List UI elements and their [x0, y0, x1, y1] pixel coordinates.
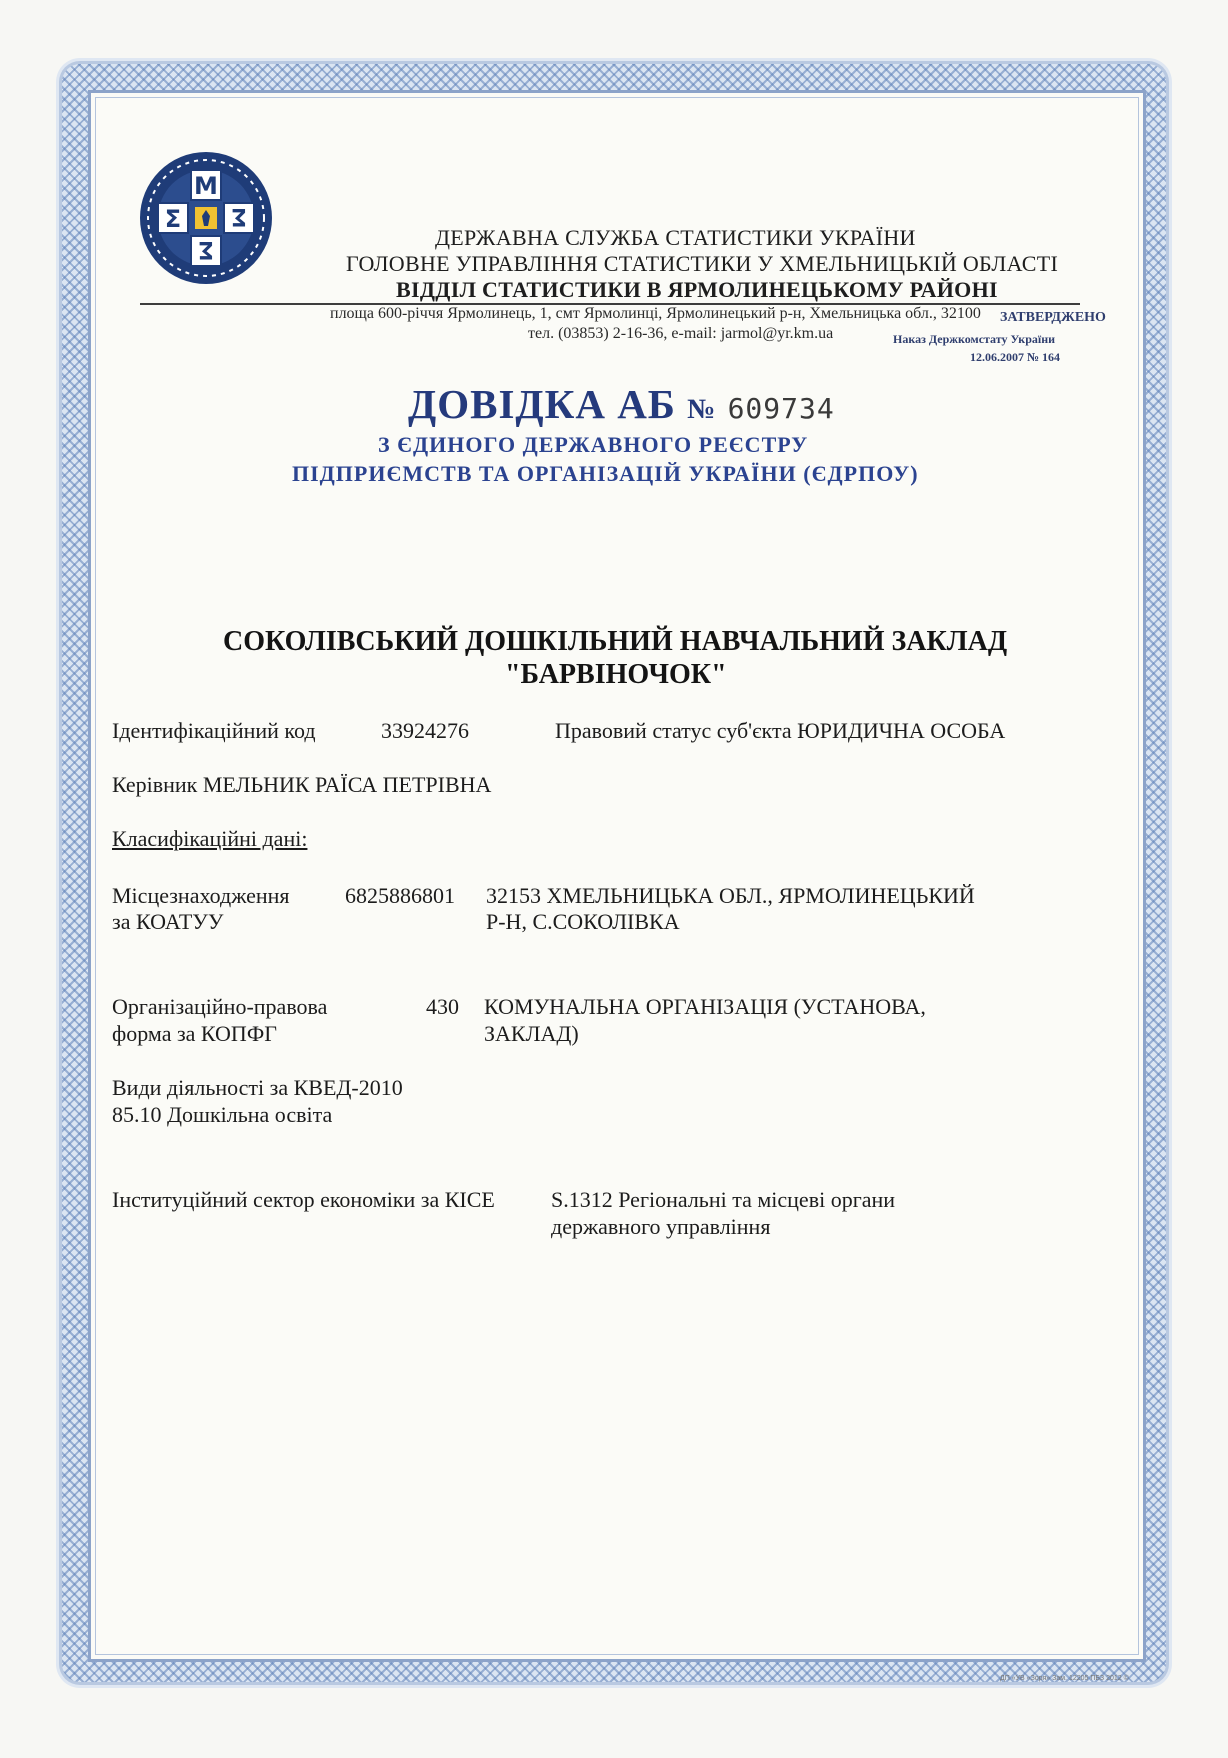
location-code: 6825886801: [345, 883, 455, 908]
id-code-value: 33924276: [381, 718, 469, 743]
id-code-label: Ідентифікаційний код: [112, 718, 316, 743]
approval-order: Наказ Держкомстату України: [893, 332, 1056, 346]
activity-label: Види діяльності за КВЕД-2010: [112, 1075, 403, 1100]
statistics-emblem-icon: [138, 150, 274, 286]
certificate-subtitle-2: ПІДПРИЄМСТВ ТА ОРГАНІЗАЦІЙ УКРАЇНИ (ЄДРПОУ): [292, 461, 919, 486]
location-label-line1: Місцезнаходження: [112, 883, 290, 908]
classification-heading: Класифікаційні дані:: [112, 826, 308, 851]
emblem-letter-bottom: Σ: [197, 236, 215, 264]
legal-form-value-line1: КОМУНАЛЬНА ОРГАНІЗАЦІЯ (УСТАНОВА,: [484, 994, 926, 1019]
location-value-line2: Р-Н, С.СОКОЛІВКА: [486, 909, 680, 934]
certificate-title: [408, 380, 835, 428]
emblem-letter-top: М: [194, 172, 218, 200]
location-label-line2: за КОАТУУ: [112, 909, 224, 934]
certificate-number: 609734: [727, 392, 835, 425]
sector-label: Інституційний сектор економіки за КІСЕ: [112, 1187, 495, 1212]
legal-status: [555, 718, 1005, 744]
legal-form-code: 430: [426, 994, 459, 1019]
print-mark: ДП «УВ «Зоря» Зам. 12205 ПБЗ 2012 ©: [1000, 1675, 1129, 1682]
legal-status-value: ЮРИДИЧНА ОСОБА: [797, 718, 1006, 743]
sector-value-line1: S.1312 Регіональні та місцеві органи: [551, 1187, 896, 1212]
organization-name: СОКОЛІВСЬКИЙ ДОШКІЛЬНИЙ НАВЧАЛЬНИЙ ЗАКЛАД: [223, 626, 1008, 657]
legal-status-label: Правовий статус суб'єкта: [555, 718, 792, 743]
header-contacts: тел. (03853) 2-16-36, e-mail: jarmol@yr.km.ua: [528, 325, 834, 342]
header-district-department: ВІДДІЛ СТАТИСТИКИ В ЯРМОЛИНЕЦЬКОМУ РАЙОНІ: [396, 277, 998, 302]
legal-form-label-line2: форма за КОПФГ: [112, 1021, 277, 1046]
director-value: МЕЛЬНИК РАЇСА ПЕТРІВНА: [202, 772, 492, 797]
header-main-department: ГОЛОВНЕ УПРАВЛІННЯ СТАТИСТИКИ У ХМЕЛЬНИЦЬКІЙ ОБЛАСТІ: [346, 251, 1059, 276]
number-sign: №: [687, 394, 717, 425]
director: [112, 772, 491, 798]
approval-label: ЗАТВЕРДЖЕНО: [1000, 310, 1106, 325]
location-value-line1: 32153 ХМЕЛЬНИЦЬКА ОБЛ., ЯРМОЛИНЕЦЬКИЙ: [486, 883, 975, 908]
legal-form-value-line2: ЗАКЛАД): [484, 1021, 579, 1046]
legal-form-label-line1: Організаційно-правова: [112, 994, 328, 1019]
certificate-series: ДОВІДКА АБ: [408, 381, 676, 427]
organization-name-quoted: "БАРВІНОЧОК": [505, 659, 727, 690]
sector-value-line2: державного управління: [551, 1214, 771, 1239]
certificate-subtitle-1: З ЄДИНОГО ДЕРЖАВНОГО РЕЄСТРУ: [378, 432, 809, 457]
header-agency: ДЕРЖАВНА СЛУЖБА СТАТИСТИКИ УКРАЇНИ: [435, 225, 916, 250]
approval-date: 12.06.2007 № 164: [970, 350, 1061, 364]
director-label: Керівник: [112, 772, 198, 797]
emblem-letter-right: Σ: [230, 203, 248, 231]
activity-value: 85.10 Дошкільна освіта: [112, 1102, 333, 1127]
emblem-letter-left: Σ: [164, 205, 182, 233]
header-address: площа 600-річчя Ярмолинець, 1, смт Ярмолинці, Ярмолинецький р-н, Хмельницька обл., 32100: [330, 305, 981, 322]
